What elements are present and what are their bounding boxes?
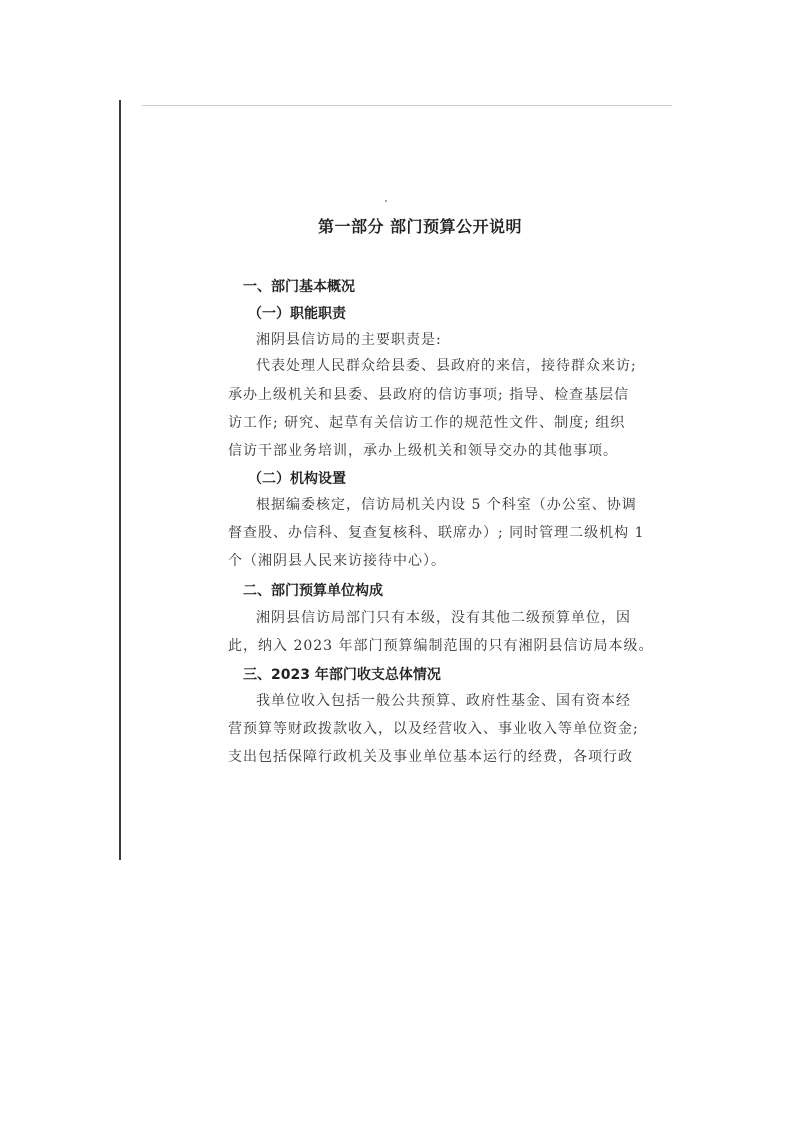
paragraph-line: 根据编委核定，信访局机关内设 5 个科室（办公室、协调 [256,497,637,513]
paragraph-line: 承办上级机关和县委、县政府的信访事项; 指导、检查基层信 [228,387,630,403]
paragraph-line: 我单位收入包括一般公共预算、政府性基金、国有资本经 [256,693,631,709]
paragraph-line: 个（湘阴县人民来访接待中心）。 [228,553,446,569]
section2-heading: 二、部门预算单位构成 [243,583,383,599]
paragraph-line: 营预算等财政拨款收入，以及经营收入、事业收入等单位资金; [228,721,639,737]
paragraph-line: 湘阴县信访局的主要职责是: [256,332,442,348]
paragraph-line: 信访干部业务培训，承办上级机关和领导交办的其他事项。 [228,443,618,459]
paragraph-line: 访工作; 研究、起草有关信访工作的规范性文件、制度; 组织 [228,415,626,431]
page-title: 第一部分 部门预算公开说明 [317,217,523,236]
section1-heading: 一、部门基本概况 [243,279,355,295]
paragraph-line: 支出包括保障行政机关及事业单位基本运行的经费，各项行政 [228,749,633,765]
paragraph-line: 代表处理人民群众给县委、县政府的来信，接待群众来访; [256,358,637,374]
section1-sub1-heading: （一）职能职责 [248,306,346,322]
paragraph-line: 湘阴县信访局部门只有本级，没有其他二级预算单位，因 [256,610,631,626]
paragraph-line: 督查股、办信科、复查复核科、联席办）; 同时管理二级机构 1 [228,525,645,541]
paragraph-line: 此，纳入 2023 年部门预算编制范围的只有湘阴县信访局本级。 [228,638,654,654]
section1-sub2-heading: （二）机构设置 [248,471,346,487]
section3-heading: 三、2023 年部门收支总体情况 [243,667,441,683]
